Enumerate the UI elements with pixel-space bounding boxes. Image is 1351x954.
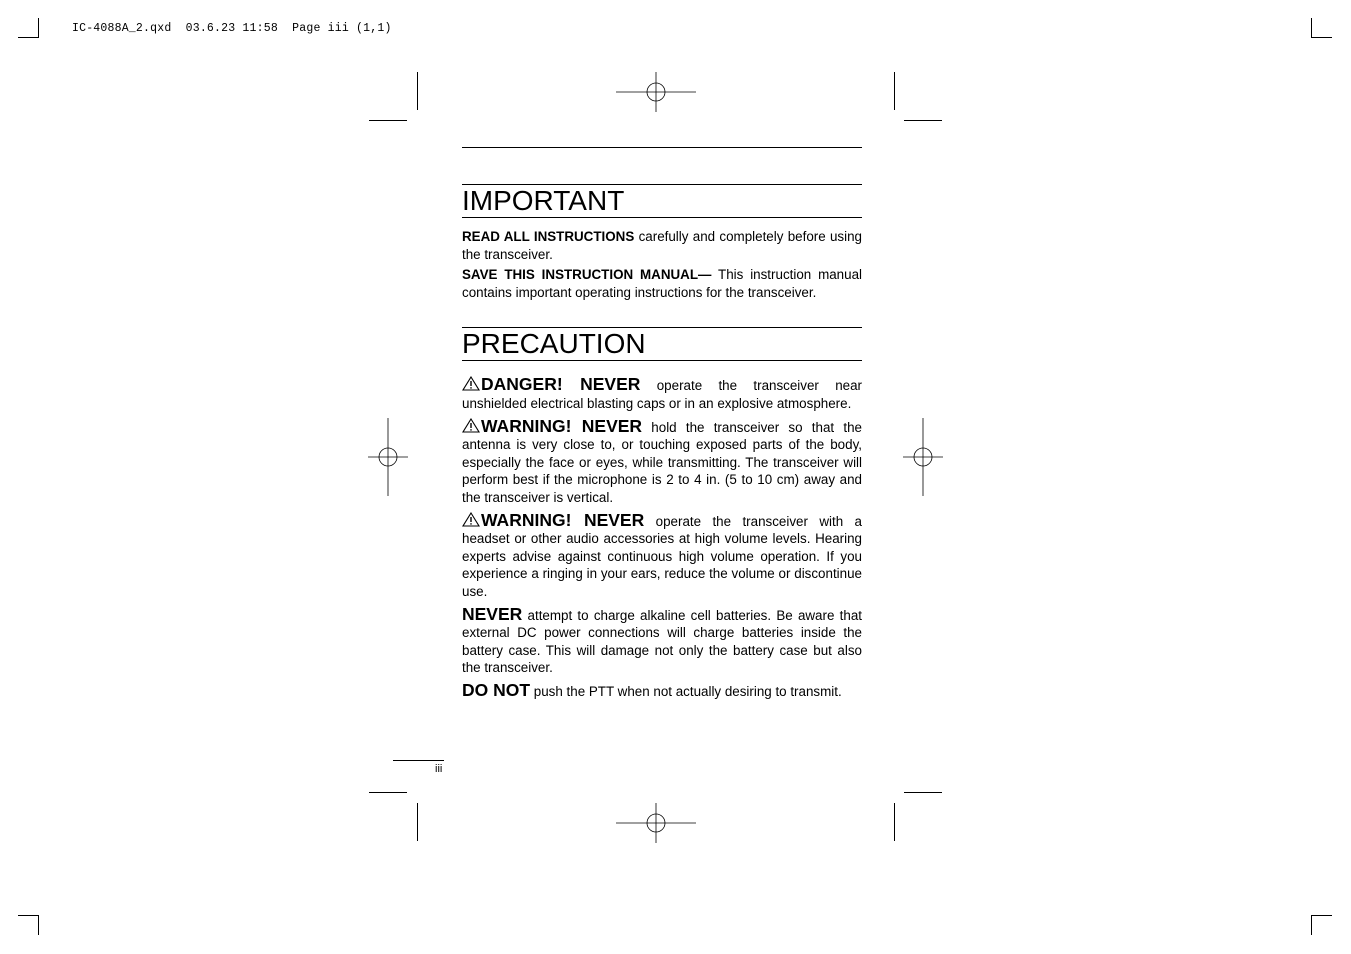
precaution-heading: PRECAUTION (462, 327, 862, 361)
trim-mark (369, 792, 407, 793)
warning-triangle-icon (462, 418, 480, 433)
registration-mark-icon (616, 72, 696, 112)
registration-mark-icon (616, 803, 696, 843)
save-manual-text: This instruction manual contains important operating instructions for the transceiver. (462, 267, 862, 300)
precaution-item (462, 679, 862, 701)
precaution-text: operate the transceiver with a headset or other audio accessories at high volume levels. Hearing experts advise against continuous high volume operation. If you experience a ringing in your ears, reduce the volume or discontinue use. (462, 513, 863, 599)
trim-mark (904, 792, 942, 793)
top-rule (462, 147, 862, 148)
page-number: iii (435, 763, 443, 775)
precaution-lead: WARNING! NEVER (481, 415, 643, 436)
precaution-lead: WARNING! NEVER (481, 509, 645, 530)
important-paragraph (462, 228, 862, 263)
important-section (462, 228, 862, 301)
crop-mark (18, 37, 39, 38)
trim-mark (417, 72, 418, 110)
warning-triangle-icon (462, 376, 480, 391)
crop-mark (1311, 915, 1312, 935)
trim-mark (894, 72, 895, 110)
precaution-lead: NEVER (462, 603, 523, 624)
crop-mark (18, 915, 39, 916)
precaution-lead: DANGER! NEVER (481, 374, 641, 395)
important-heading: IMPORTANT (462, 184, 862, 218)
precaution-item (462, 509, 863, 601)
trim-mark (904, 120, 942, 121)
trim-mark (369, 120, 407, 121)
crop-mark (1311, 37, 1332, 38)
precaution-item (462, 603, 862, 677)
precaution-section (462, 376, 862, 700)
crop-mark (38, 18, 39, 38)
warning-triangle-icon (462, 512, 480, 527)
precaution-text: operate the transceiver near unshielded electrical blasting caps or in an explosive atmosphere. (462, 378, 862, 411)
precaution-item (462, 415, 862, 507)
read-all-text: carefully and completely before using the transceiver. (462, 229, 862, 262)
trim-mark (417, 803, 418, 841)
read-all-lead: READ ALL INSTRUCTIONS (462, 229, 635, 244)
print-slug: IC-4088A_2.qxd 03.6.23 11:58 Page iii (1,1) (72, 22, 392, 35)
precaution-text: push the PTT when not actually desiring to transmit. (530, 683, 842, 699)
crop-mark (1311, 915, 1332, 916)
crop-mark (38, 915, 39, 935)
crop-mark (1311, 18, 1312, 38)
manual-page (462, 147, 862, 700)
important-paragraph (462, 266, 862, 301)
precaution-lead: DO NOT (462, 679, 531, 700)
precaution-text: attempt to charge alkaline cell batteries. Be aware that external DC power connections will charge batteries inside the battery case. This will damage not only the battery case but also the transceiver. (462, 607, 862, 676)
trim-mark (894, 803, 895, 841)
registration-mark-icon (903, 418, 943, 496)
registration-mark-icon (368, 418, 408, 496)
precaution-item (462, 376, 862, 412)
save-manual-lead: SAVE THIS INSTRUCTION MANUAL— (462, 267, 712, 283)
folio-rule (393, 760, 444, 761)
precaution-text: hold the transceiver so that the antenna is very close to, or touching exposed parts of the body, especially the face or eyes, while transmitting. The transceiver will perform best if the microphone is 2 to 4 in. (5 to 10 cm) away and the transceiver is vertical. (462, 419, 862, 505)
